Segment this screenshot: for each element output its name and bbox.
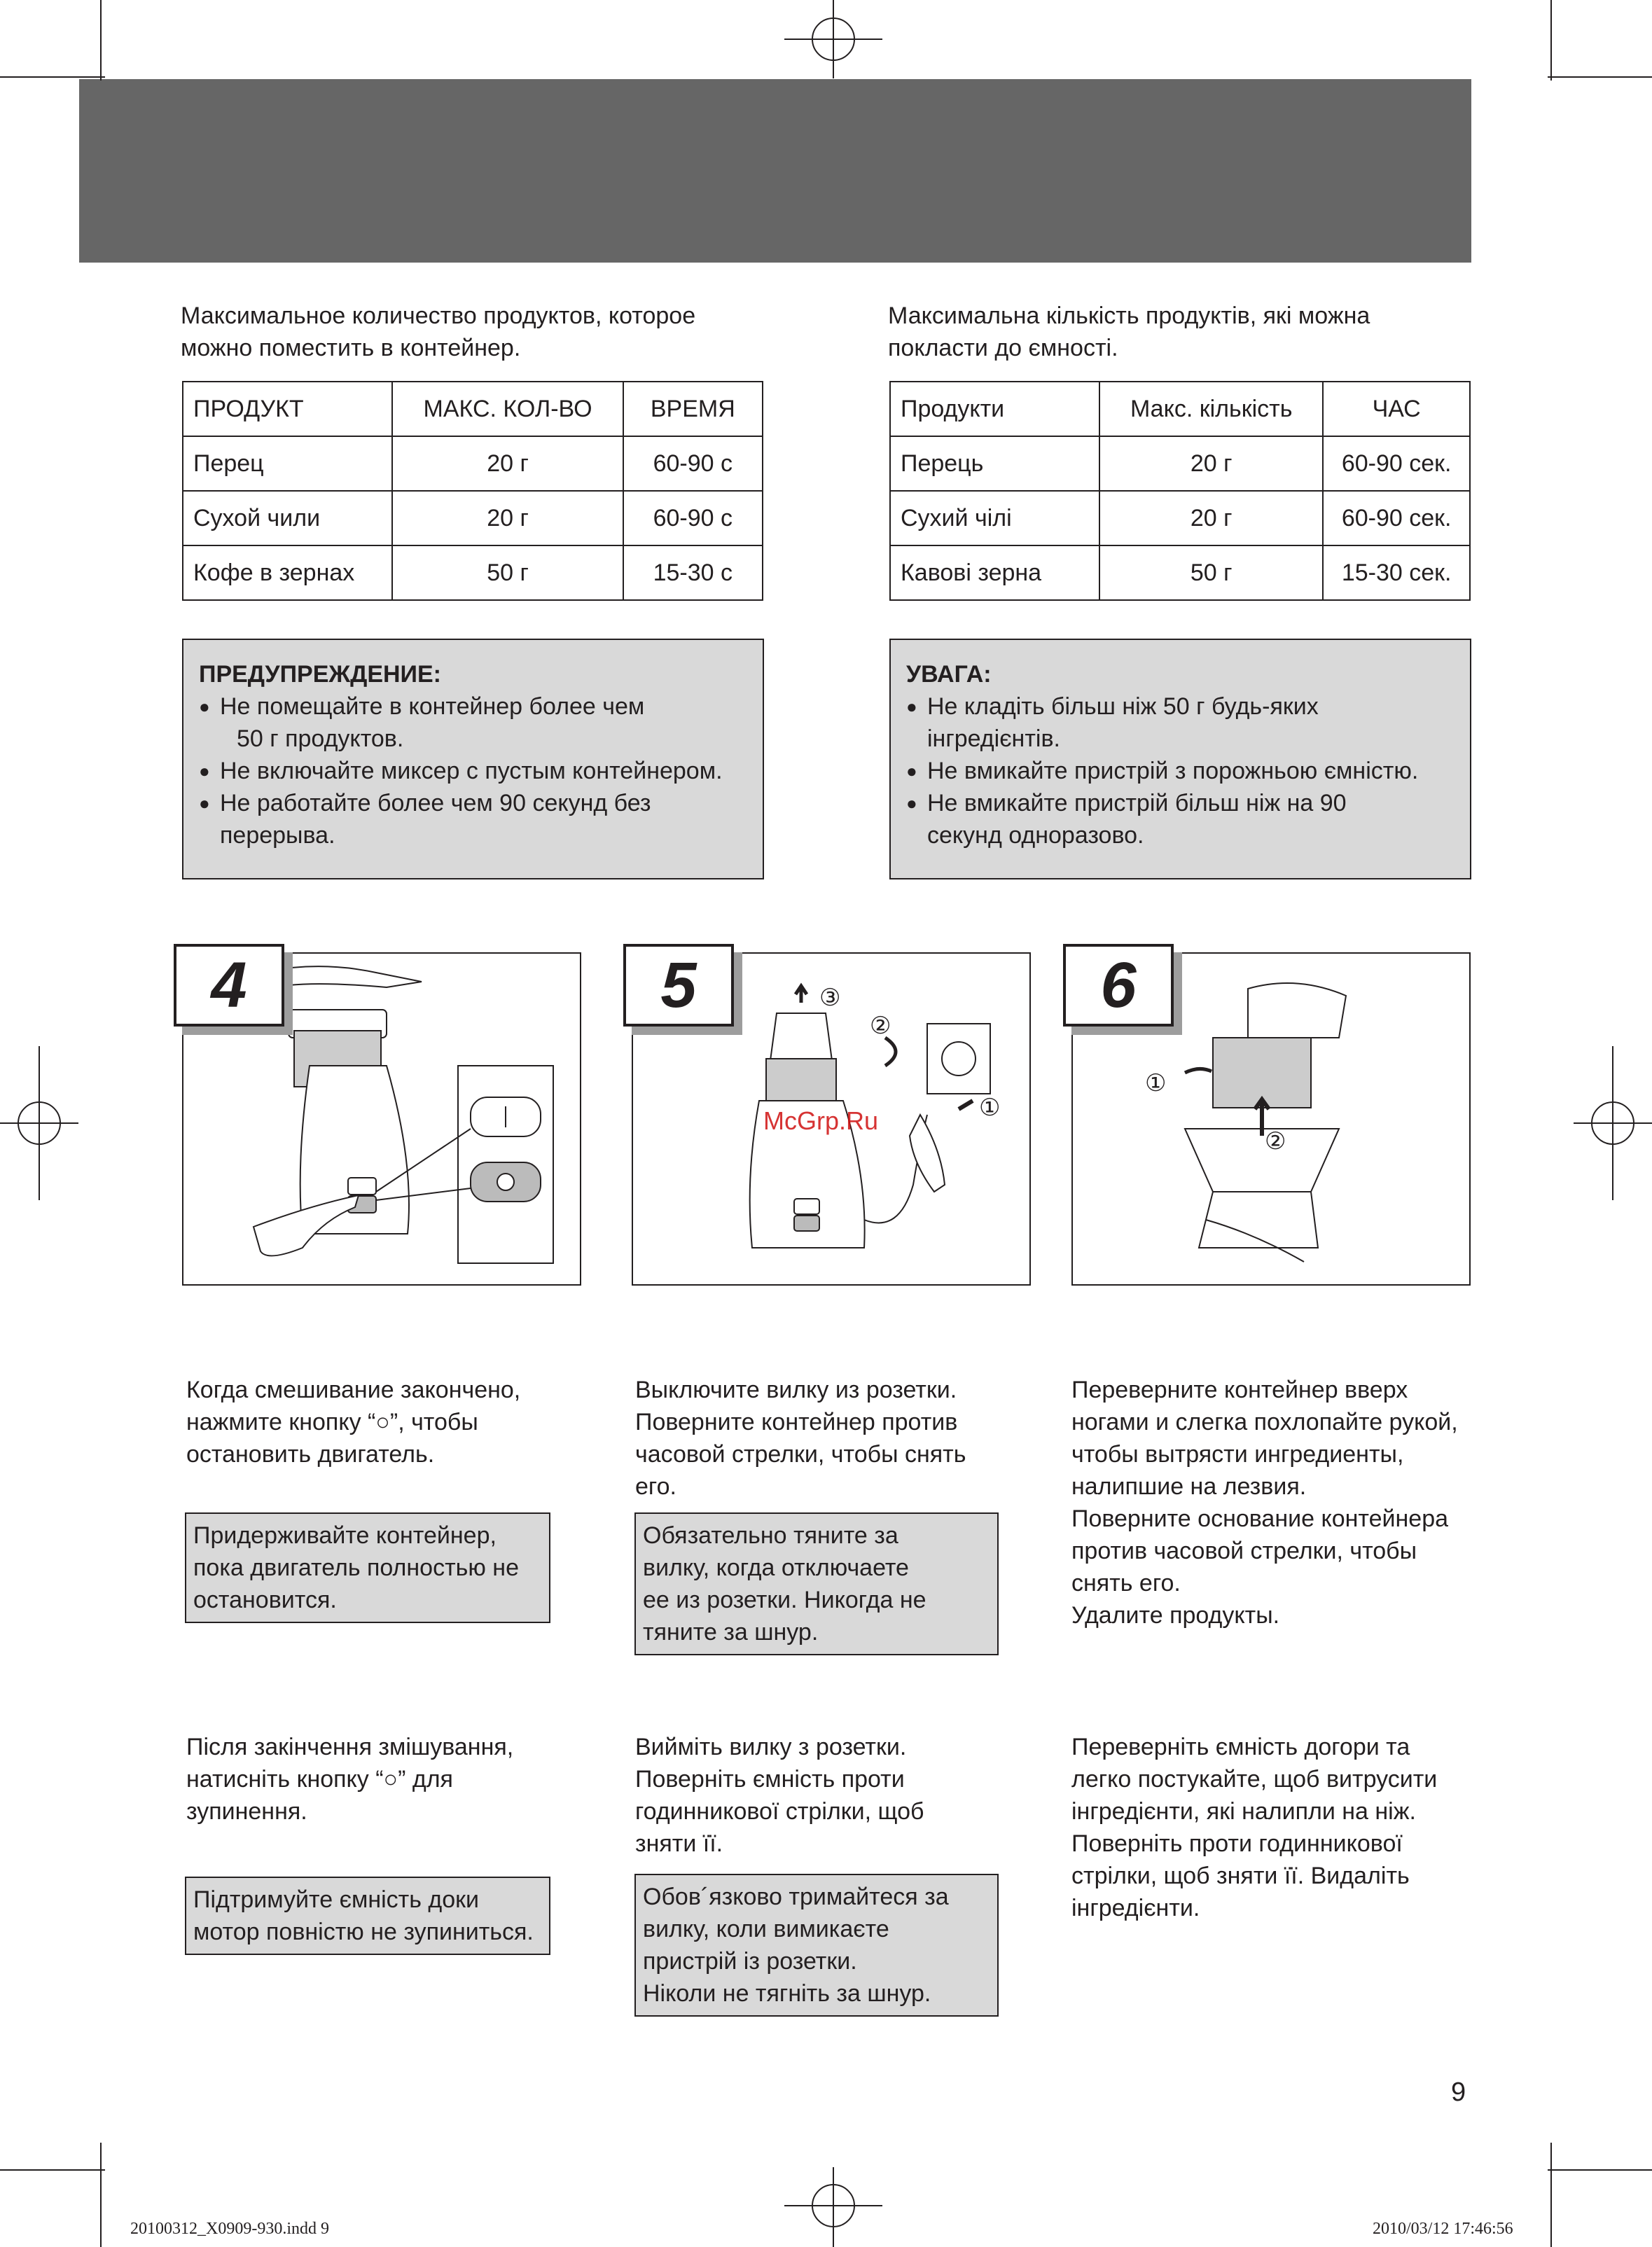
warning-item-cont: секунд одноразово. — [927, 822, 1144, 849]
text-line: остановить двигатель. — [186, 1441, 435, 1468]
step-number: 4 — [174, 944, 284, 1027]
text-line: нажмите кнопку “○”, чтобы — [186, 1409, 478, 1435]
watermark: McGrp.Ru — [763, 1106, 879, 1135]
ru-intro — [181, 300, 695, 364]
table-header: ЧАС — [1323, 382, 1470, 436]
step-number: 6 — [1063, 944, 1174, 1027]
warning-title: ПРЕДУПРЕЖДЕНИЕ: — [199, 661, 441, 688]
note-line: Підтримуйте ємність доки — [193, 1886, 479, 1913]
ru-capacity-table — [182, 381, 763, 601]
ru-warning-box — [182, 639, 764, 879]
table-cell: 50 г — [392, 545, 623, 600]
mark-3: ③ — [819, 985, 841, 1011]
warning-item-cont: 50 г продуктов. — [237, 725, 404, 752]
note-line: вилку, когда отключаете — [643, 1554, 909, 1581]
table-cell: 20 г — [392, 491, 623, 545]
text-line: інгредієнти. — [1071, 1895, 1200, 1921]
text-line: налипшие на лезвия. — [1071, 1473, 1307, 1500]
table-cell: 20 г — [1099, 436, 1323, 491]
text-line: Поверните основание контейнера — [1071, 1505, 1449, 1532]
text-line: Поверніть проти годинникової — [1071, 1830, 1403, 1857]
table-cell: Перец — [183, 436, 392, 491]
page-number: 9 — [1451, 2078, 1466, 2107]
text-line: зупинення. — [186, 1798, 307, 1825]
warning-item: ● Не кладіть більш ніж 50 г будь-яких — [906, 690, 1456, 723]
note-line: пристрій із розетки. — [643, 1948, 857, 1975]
table-header: ВРЕМЯ — [623, 382, 763, 436]
text-line: Выключите вилку из розетки. — [635, 1377, 957, 1403]
table-header: Макс. кількість — [1099, 382, 1323, 436]
table-header: МАКС. КОЛ-ВО — [392, 382, 623, 436]
text-line: часовой стрелки, чтобы снять — [635, 1441, 966, 1468]
text-line: его. — [635, 1473, 676, 1500]
uk-intro — [888, 300, 1370, 364]
table-cell: 60-90 с — [623, 491, 763, 545]
text-line: Когда смешивание закончено, — [186, 1377, 521, 1403]
table-cell: Кавові зерна — [890, 545, 1099, 600]
uk-capacity-table — [889, 381, 1471, 601]
text-line: Удалите продукты. — [1071, 1602, 1280, 1629]
text-line: Після закінчення змішування, — [186, 1734, 514, 1760]
step5-uk-note — [634, 1874, 999, 2017]
warning-item: ● Не помещайте в контейнер более чем — [199, 690, 749, 723]
note-line: пока двигатель полностью не — [193, 1554, 519, 1581]
note-line: Обязательно тяните за — [643, 1522, 898, 1549]
step4-ru-text — [186, 1374, 578, 1470]
step6-ru-text — [1071, 1374, 1478, 1632]
table-row — [183, 436, 763, 491]
warning-item-cont: перерыва. — [220, 822, 335, 849]
table-cell: 50 г — [1099, 545, 1323, 600]
text-line: інгредієнти, які налипли на ніж. — [1071, 1798, 1416, 1825]
text-line: против часовой стрелки, чтобы — [1071, 1538, 1417, 1564]
table-row — [890, 545, 1470, 600]
text-line: ногами и слегка похлопайте рукой, — [1071, 1409, 1458, 1435]
ru-intro-line: Максимальное количество продуктов, которое — [181, 302, 696, 329]
table-cell: 15-30 сек. — [1323, 545, 1470, 600]
warning-item: ● Не вмикайте пристрій з порожньою ємністю. — [906, 755, 1456, 787]
step4-uk-text — [186, 1731, 578, 1828]
step4-uk-note — [185, 1877, 550, 1955]
note-line: Ніколи не тягніть за шнур. — [643, 1980, 931, 2007]
table-cell: 20 г — [1099, 491, 1323, 545]
step-number: 5 — [623, 944, 734, 1027]
text-line: зняти її. — [635, 1830, 723, 1857]
table-header-row — [890, 382, 1470, 436]
table-cell: Перець — [890, 436, 1099, 491]
text-line: Поверните контейнер против — [635, 1409, 958, 1435]
uk-intro-line: покласти до ємності. — [888, 335, 1118, 361]
warning-item: ● Не работайте более чем 90 секунд без — [199, 787, 749, 819]
warning-title: УВАГА: — [906, 661, 992, 688]
note-line: Придерживайте контейнер, — [193, 1522, 497, 1549]
text-line: легко постукайте, щоб витрусити — [1071, 1766, 1438, 1793]
footer-file: 20100312_X0909-930.indd 9 — [130, 2220, 329, 2238]
table-cell: 60-90 сек. — [1323, 491, 1470, 545]
mark-1: ① — [979, 1094, 1001, 1121]
note-line: ее из розетки. Никогда не — [643, 1587, 926, 1613]
note-line: остановится. — [193, 1587, 337, 1613]
table-cell: Кофе в зернах — [183, 545, 392, 600]
step4-ru-note — [185, 1512, 550, 1623]
table-header: ПРОДУКТ — [183, 382, 392, 436]
step5-ru-note — [634, 1512, 999, 1655]
mark-2: ② — [870, 1013, 891, 1039]
table-row — [890, 491, 1470, 545]
table-row — [183, 545, 763, 600]
ru-intro-line: можно поместить в контейнер. — [181, 335, 521, 361]
warning-item: ● Не включайте миксер с пустым контейнером. — [199, 755, 749, 787]
table-cell: 60-90 сек. — [1323, 436, 1470, 491]
text-line: стрілки, щоб зняти її. Видаліть — [1071, 1863, 1410, 1889]
table-cell: 15-30 с — [623, 545, 763, 600]
table-header-row — [183, 382, 763, 436]
text-line: Переверните контейнер вверх — [1071, 1377, 1408, 1403]
table-row — [890, 436, 1470, 491]
table-cell: Сухой чили — [183, 491, 392, 545]
text-line: Переверніть ємність догори та — [1071, 1734, 1410, 1760]
note-line: вилку, коли вимикаєте — [643, 1916, 889, 1942]
table-header: Продукти — [890, 382, 1099, 436]
step5-ru-text — [635, 1374, 1027, 1503]
mark-2: ② — [1265, 1128, 1286, 1155]
uk-intro-line: Максимальна кількість продуктів, які можна — [888, 302, 1370, 329]
warning-item: ● Не вмикайте пристрій більш ніж на 90 — [906, 787, 1456, 819]
note-line: тяните за шнур. — [643, 1619, 819, 1646]
text-line: годинникової стрілки, щоб — [635, 1798, 924, 1825]
note-line: мотор повністю не зупиниться. — [193, 1919, 534, 1945]
step6-uk-text — [1071, 1731, 1478, 1924]
table-row — [183, 491, 763, 545]
text-line: Вийміть вилку з розетки. — [635, 1734, 907, 1760]
table-cell: Сухий чілі — [890, 491, 1099, 545]
text-line: чтобы вытрясти ингредиенты, — [1071, 1441, 1404, 1468]
step5-uk-text — [635, 1731, 1027, 1860]
mark-1: ① — [1145, 1070, 1167, 1097]
warning-item-cont: інгредієнтів. — [927, 725, 1060, 752]
table-cell: 20 г — [392, 436, 623, 491]
uk-warning-box — [889, 639, 1471, 879]
text-line: снять его. — [1071, 1570, 1181, 1596]
text-line: натисніть кнопку “○” для — [186, 1766, 453, 1793]
note-line: Обов´язково тримайтеся за — [643, 1884, 949, 1910]
table-cell: 60-90 с — [623, 436, 763, 491]
footer-date: 2010/03/12 17:46:56 — [1373, 2220, 1513, 2238]
text-line: Поверніть ємність проти — [635, 1766, 905, 1793]
